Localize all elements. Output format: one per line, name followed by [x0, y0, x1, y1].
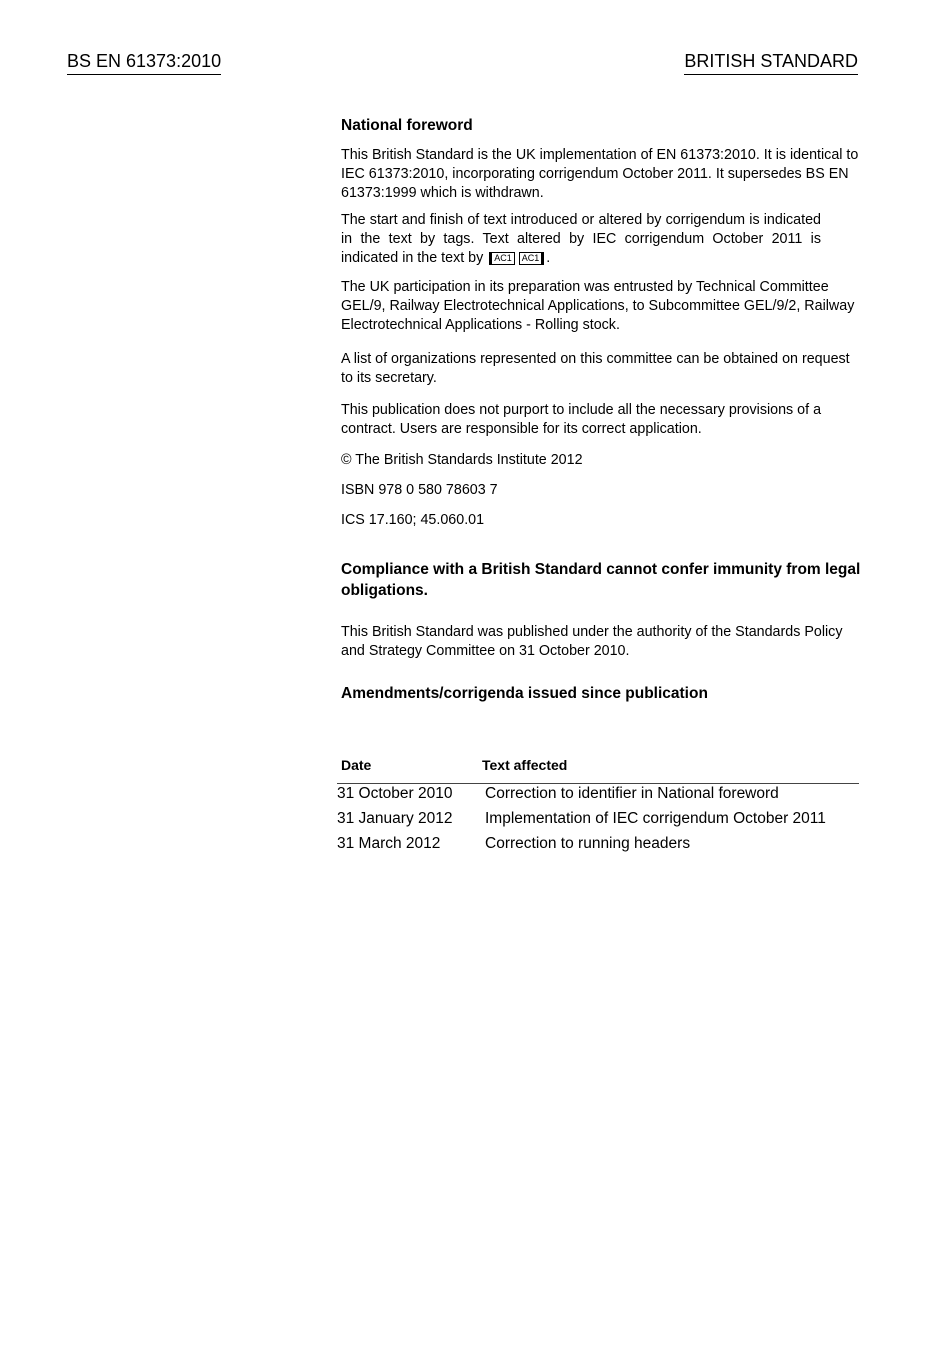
running-header-right: BRITISH STANDARD — [684, 50, 858, 75]
national-foreword-heading: National foreword — [341, 117, 473, 134]
column-header-date: Date — [341, 757, 372, 773]
amendments-table-header — [337, 755, 859, 784]
publication-statement: This British Standard was published under the authority of the Standards Policy and Strategy Committee on 31 October 2010. — [341, 624, 843, 659]
compliance-statement: Compliance with a British Standard cannot confer immunity from legal obligations. — [341, 561, 861, 599]
table-row — [337, 834, 859, 859]
copyright-line: © The British Standards Institute 2012 — [341, 452, 583, 468]
table-row — [337, 809, 859, 834]
amendment-text-affected: Correction to running headers — [485, 835, 691, 852]
amendments-table — [337, 755, 859, 859]
amendment-date: 31 March 2012 — [337, 835, 441, 852]
amendment-date: 31 October 2010 — [337, 785, 453, 802]
foreword-paragraph-provisions: This publication does not purport to include all the necessary provisions of a contract. Users are responsible for its correct application. — [341, 402, 822, 437]
isbn-line: ISBN 978 0 580 78603 7 — [341, 482, 498, 498]
corrigendum-open-tag-icon: AC1 — [489, 252, 515, 265]
foreword-paragraph-corrigendum-tags — [341, 211, 821, 268]
foreword-paragraph-committee: The UK participation in its preparation was entrusted by Technical Committee GEL/9, Railway Electrotechnical Applications, to Subcommittee GEL/9/2, Railway Electrotechnical Applications - Rolling stock. — [341, 279, 855, 333]
foreword-paragraph-implementation: This British Standard is the UK implementation of EN 61373:2010. It is identical to IEC 61373:2010, incorporating corrigendum October 2011. It supersedes BS EN 61373:1999 which is withdrawn. — [341, 147, 859, 201]
column-header-text-affected: Text affected — [482, 757, 568, 773]
running-header-left: BS EN 61373:2010 — [67, 50, 221, 75]
table-row — [337, 784, 859, 809]
corrigendum-tags-text: The start and finish of text introduced or altered by corrigendum is indicated in the text by tags. Text altered by IEC corrigendum October 2011 is indicated in the text by — [341, 212, 821, 266]
ics-line: ICS 17.160; 45.060.01 — [341, 512, 485, 528]
amendment-date: 31 January 2012 — [337, 810, 453, 827]
amendment-text-affected: Correction to identifier in National foreword — [485, 785, 779, 802]
corrigendum-close-tag-icon: AC1 — [519, 252, 545, 265]
amendment-text-affected: Implementation of IEC corrigendum October 2011 — [485, 810, 826, 827]
corrigendum-tags-end: . — [546, 250, 551, 266]
amendments-heading: Amendments/corrigenda issued since publication — [341, 685, 708, 702]
foreword-paragraph-organizations: A list of organizations represented on this committee can be obtained on request to its secretary. — [341, 351, 850, 386]
